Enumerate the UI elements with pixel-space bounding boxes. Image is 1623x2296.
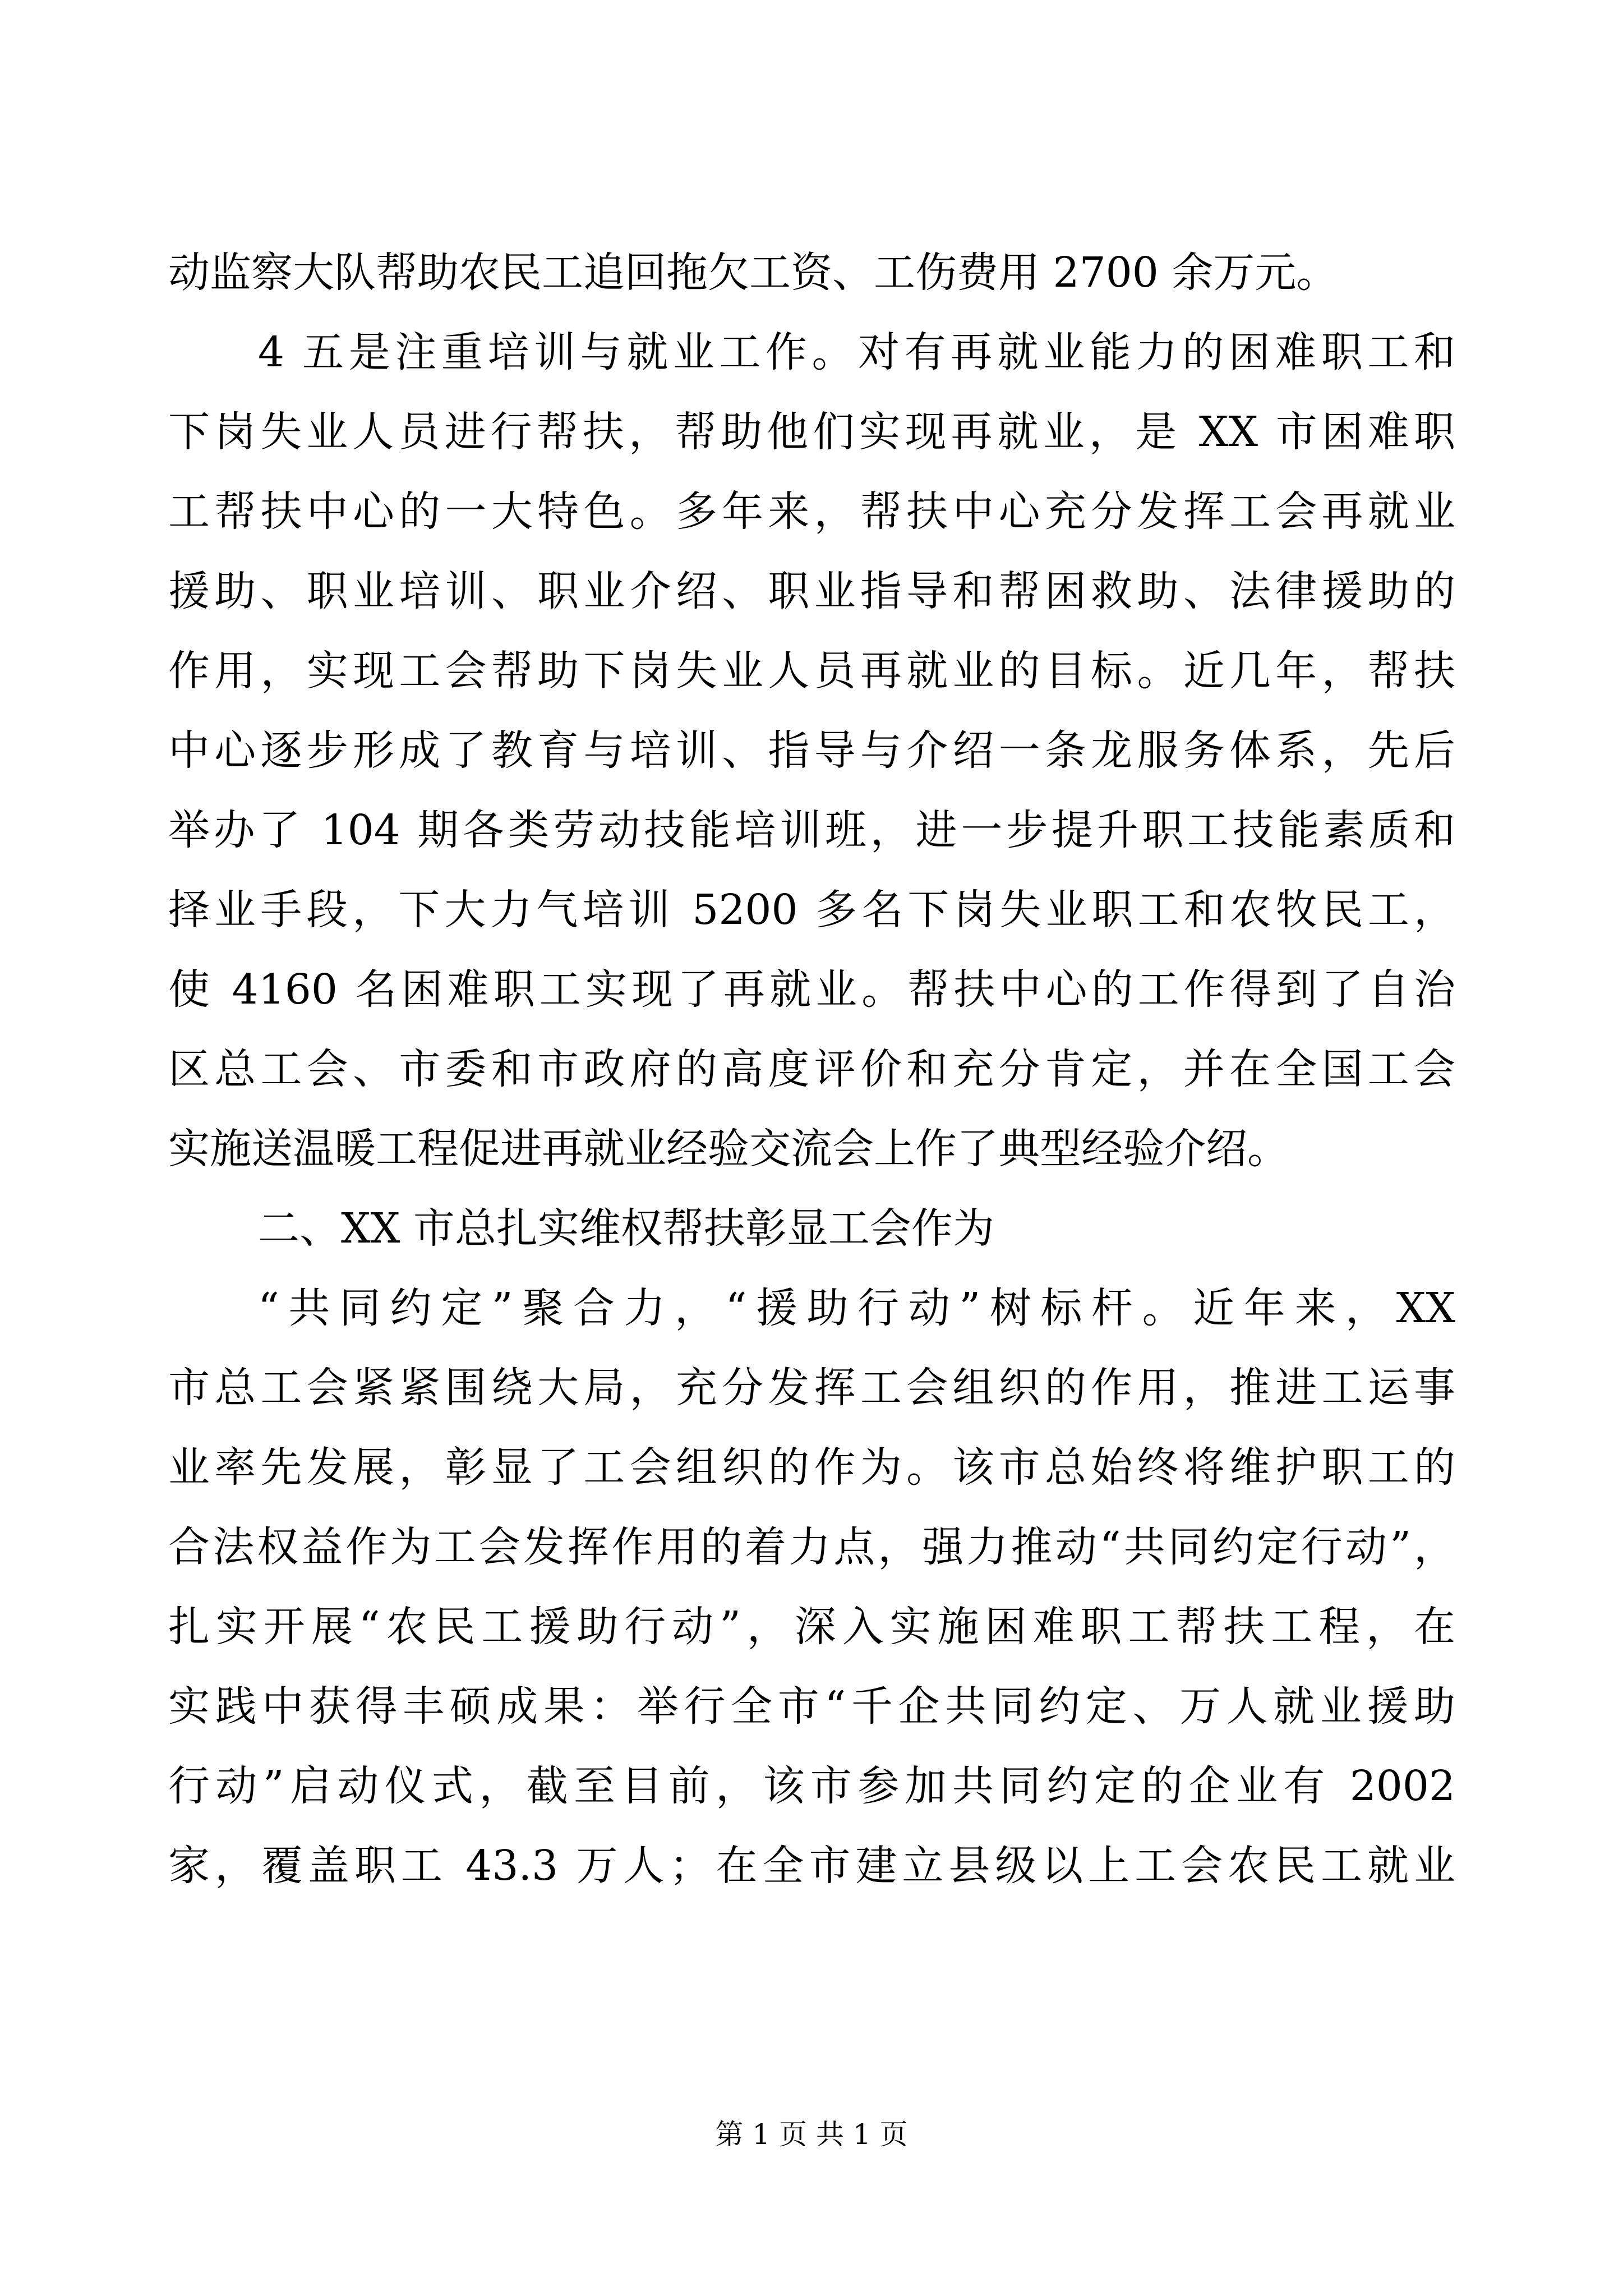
text-line: 区总工会、市委和市政府的高度评价和充分肯定，并在全国工会 xyxy=(168,1045,1455,1093)
text-line: 中心逐步形成了教育与培训、指导与介绍一条龙服务体系，先后 xyxy=(168,726,1455,775)
text-line: 实践中获得丰硕成果：举行全市“千企共同约定、万人就业援助 xyxy=(168,1682,1455,1731)
section-heading: 二、XX 市总扎实维权帮扶彰显工会作为 xyxy=(258,1204,994,1253)
text-line: 实施送温暖工程促进再就业经验交流会上作了典型经验介绍。 xyxy=(168,1125,1289,1173)
text-line: 举办了 104 期各类劳动技能培训班，进一步提升职工技能素质和 xyxy=(168,806,1455,854)
paragraph-first-line: “共同约定”聚合力，“援助行动”树标杆。近年来，XX xyxy=(258,1284,1455,1332)
text-line: 下岗失业人员进行帮扶，帮助他们实现再就业，是 XX 市困难职 xyxy=(168,408,1455,456)
document-body xyxy=(168,233,1455,1906)
text-line: 合法权益作为工会发挥作用的着力点，强力推动“共同约定行动”， xyxy=(168,1523,1455,1571)
text-line: 动监察大队帮助农民工追回拖欠工资、工伤费用 2700 余万元。 xyxy=(168,249,1338,297)
text-line: 择业手段，下大力气培训 5200 多名下岗失业职工和农牧民工， xyxy=(168,886,1455,934)
text-line: 工帮扶中心的一大特色。多年来，帮扶中心充分发挥工会再就业 xyxy=(168,487,1455,536)
text-line: 作用，实现工会帮助下岗失业人员再就业的目标。近几年，帮扶 xyxy=(168,647,1455,695)
text-line: 扎实开展“农民工援助行动”，深入实施困难职工帮扶工程，在 xyxy=(168,1603,1455,1651)
text-line: 市总工会紧紧围绕大局，充分发挥工会组织的作用，推进工运事 xyxy=(168,1364,1455,1412)
text-line: 业率先发展，彰显了工会组织的作为。该市总始终将维护职工的 xyxy=(168,1443,1455,1492)
paragraph-first-line: 4 五是注重培训与就业工作。对有再就业能力的困难职工和 xyxy=(258,328,1455,376)
text-line: 行动”启动仪式，截至目前，该市参加共同约定的企业有 2002 xyxy=(168,1762,1455,1810)
text-line: 家，覆盖职工 43.3 万人；在全市建立县级以上工会农民工就业 xyxy=(168,1842,1455,1890)
text-line: 援助、职业培训、职业介绍、职业指导和帮困救助、法律援助的 xyxy=(168,567,1455,615)
text-line: 使 4160 名困难职工实现了再就业。帮扶中心的工作得到了自治 xyxy=(168,965,1455,1014)
page-footer: 第 1 页 共 1 页 xyxy=(715,2118,908,2151)
